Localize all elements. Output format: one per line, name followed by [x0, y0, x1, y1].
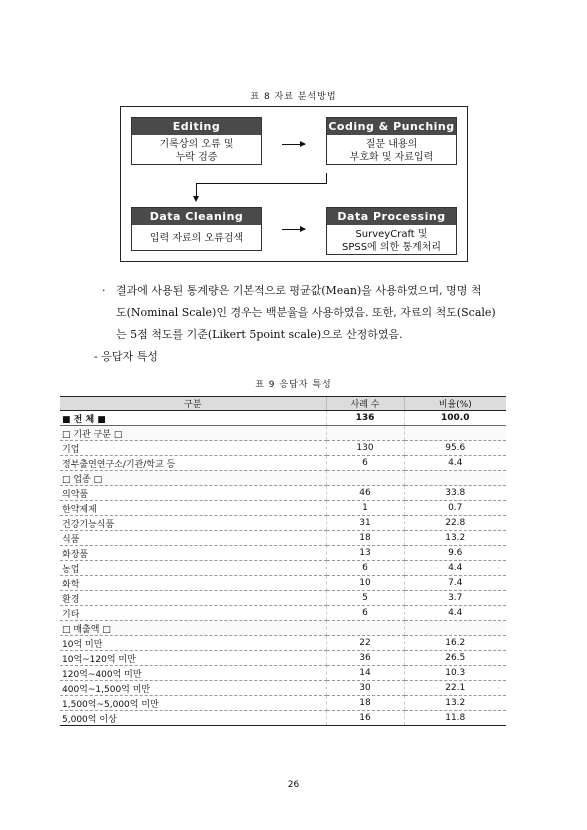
table-section-row — [60, 621, 506, 636]
paragraph-line: 도(Nominal Scale)인 경우는 백분율을 사용하였음. 또한, 자료의 척도(Scale) — [116, 306, 496, 319]
editing-box — [131, 117, 262, 165]
row-label: 10억 미만 — [60, 636, 326, 651]
row-percent: 11.8 — [404, 711, 506, 726]
row-label: 건강기능식품 — [60, 516, 326, 531]
row-percent — [404, 471, 506, 486]
arrow-down-icon — [193, 196, 199, 202]
header-percent: 비율(%) — [404, 397, 506, 411]
data-processing-box — [326, 207, 457, 255]
row-label: 기업 — [60, 441, 326, 456]
editing-box-title: Editing — [132, 118, 261, 135]
coding-punching-box-line: 질문 내용의 — [365, 139, 418, 150]
row-count: 36 — [326, 651, 404, 666]
row-count: 1 — [326, 501, 404, 516]
row-percent: 4.4 — [404, 561, 506, 576]
arrow-right-icon — [282, 229, 305, 230]
row-percent: 7.4 — [404, 576, 506, 591]
row-label: 1,500억~5,000억 미만 — [60, 696, 326, 711]
table-row — [60, 456, 506, 471]
table-row — [60, 636, 506, 651]
table-row — [60, 666, 506, 681]
row-percent: 13.2 — [404, 531, 506, 546]
row-count: 136 — [326, 411, 404, 426]
connector-line — [326, 173, 327, 183]
table-row — [60, 606, 506, 621]
row-count: 14 — [326, 666, 404, 681]
row-label: □ 기관 구분 □ — [60, 426, 326, 441]
row-count: 18 — [326, 531, 404, 546]
row-label: ■ 전 체 ■ — [60, 411, 326, 426]
coding-punching-box — [326, 117, 457, 165]
row-label: 120억~400억 미만 — [60, 666, 326, 681]
row-percent: 9.6 — [404, 546, 506, 561]
row-count: 46 — [326, 486, 404, 501]
row-count: 5 — [326, 591, 404, 606]
row-label: 10억~120억 미만 — [60, 651, 326, 666]
data-cleaning-box-title: Data Cleaning — [132, 208, 261, 225]
row-percent — [404, 426, 506, 441]
arrow-right-icon — [282, 144, 305, 145]
data-processing-box-line: SPSS에 의한 통계처리 — [341, 242, 442, 253]
row-percent: 100.0 — [404, 411, 506, 426]
table-row — [60, 681, 506, 696]
row-count: 30 — [326, 681, 404, 696]
row-label: 400억~1,500억 미만 — [60, 681, 326, 696]
paragraph-line: 는 5점 척도를 기준(Likert 5point scale)으로 산정하였음. — [116, 328, 403, 341]
row-count: 13 — [326, 546, 404, 561]
table-body — [60, 411, 506, 726]
table-row — [60, 561, 506, 576]
paragraph-line: 결과에 사용된 통계량은 기본적으로 평균값(Mean)을 사용하였으며, 명명 척 — [116, 284, 482, 297]
row-percent: 95.6 — [404, 441, 506, 456]
bullet-marker: · — [102, 284, 106, 297]
row-label: 화장품 — [60, 546, 326, 561]
data-processing-box-line: SurveyCraft 및 — [355, 229, 428, 240]
table-row — [60, 501, 506, 516]
row-percent: 26.5 — [404, 651, 506, 666]
row-label: 화학 — [60, 576, 326, 591]
coding-punching-box-title: Coding & Punching — [328, 120, 455, 133]
row-label: 식품 — [60, 531, 326, 546]
header-count: 사례 수 — [326, 397, 404, 411]
row-percent: 22.8 — [404, 516, 506, 531]
row-count: 18 — [326, 696, 404, 711]
table-row — [60, 711, 506, 726]
data-processing-box-title: Data Processing — [327, 208, 456, 225]
method-paragraph — [116, 280, 536, 346]
row-count — [326, 426, 404, 441]
row-percent: 4.4 — [404, 456, 506, 471]
respondent-table — [60, 396, 506, 726]
table-row — [60, 696, 506, 711]
row-label: 한약제제 — [60, 501, 326, 516]
table-header-row — [60, 397, 506, 411]
row-label: □ 매출액 □ — [60, 621, 326, 636]
table-row — [60, 531, 506, 546]
row-label: 5,000억 이상 — [60, 711, 326, 726]
table-section-row — [60, 471, 506, 486]
row-count — [326, 621, 404, 636]
row-count — [326, 471, 404, 486]
row-label: 의약품 — [60, 486, 326, 501]
table-row — [60, 576, 506, 591]
row-count: 31 — [326, 516, 404, 531]
row-label: 환경 — [60, 591, 326, 606]
row-count: 6 — [326, 606, 404, 621]
table-row — [60, 591, 506, 606]
table-row — [60, 441, 506, 456]
table-caption: 표 9 응답자 특성 — [255, 380, 332, 390]
header-category: 구분 — [60, 397, 326, 411]
row-percent: 4.4 — [404, 606, 506, 621]
editing-box-line: 기록상의 오류 및 — [159, 139, 234, 150]
editing-box-line: 누락 검증 — [175, 152, 218, 163]
row-label: 농업 — [60, 561, 326, 576]
row-count: 10 — [326, 576, 404, 591]
row-label: 정부출연연구소/기관/학교 등 — [60, 456, 326, 471]
analysis-flow-diagram — [120, 106, 468, 262]
row-count: 6 — [326, 561, 404, 576]
table-row — [60, 516, 506, 531]
row-label: □ 업종 □ — [60, 471, 326, 486]
table-row — [60, 651, 506, 666]
row-percent — [404, 621, 506, 636]
row-count: 22 — [326, 636, 404, 651]
table-row — [60, 486, 506, 501]
table-row — [60, 546, 506, 561]
row-percent: 3.7 — [404, 591, 506, 606]
row-label: 기타 — [60, 606, 326, 621]
data-cleaning-box-line: 입력 자료의 오류검색 — [149, 233, 244, 244]
connector-line — [196, 183, 327, 184]
row-percent: 33.8 — [404, 486, 506, 501]
row-count: 16 — [326, 711, 404, 726]
connector-line — [196, 183, 197, 197]
row-percent: 13.2 — [404, 696, 506, 711]
page-number: 26 — [287, 780, 300, 790]
table-section-row — [60, 426, 506, 441]
subheading: - 응답자 특성 — [94, 350, 158, 363]
row-percent: 10.3 — [404, 666, 506, 681]
figure-caption: 표 8 자료 분석방법 — [250, 92, 337, 102]
data-cleaning-box — [131, 207, 262, 251]
row-count: 130 — [326, 441, 404, 456]
row-percent: 0.7 — [404, 501, 506, 516]
row-percent: 16.2 — [404, 636, 506, 651]
row-percent: 22.1 — [404, 681, 506, 696]
coding-punching-box-line: 부호화 및 자료입력 — [349, 152, 434, 163]
row-count: 6 — [326, 456, 404, 471]
table-total-row — [60, 411, 506, 426]
